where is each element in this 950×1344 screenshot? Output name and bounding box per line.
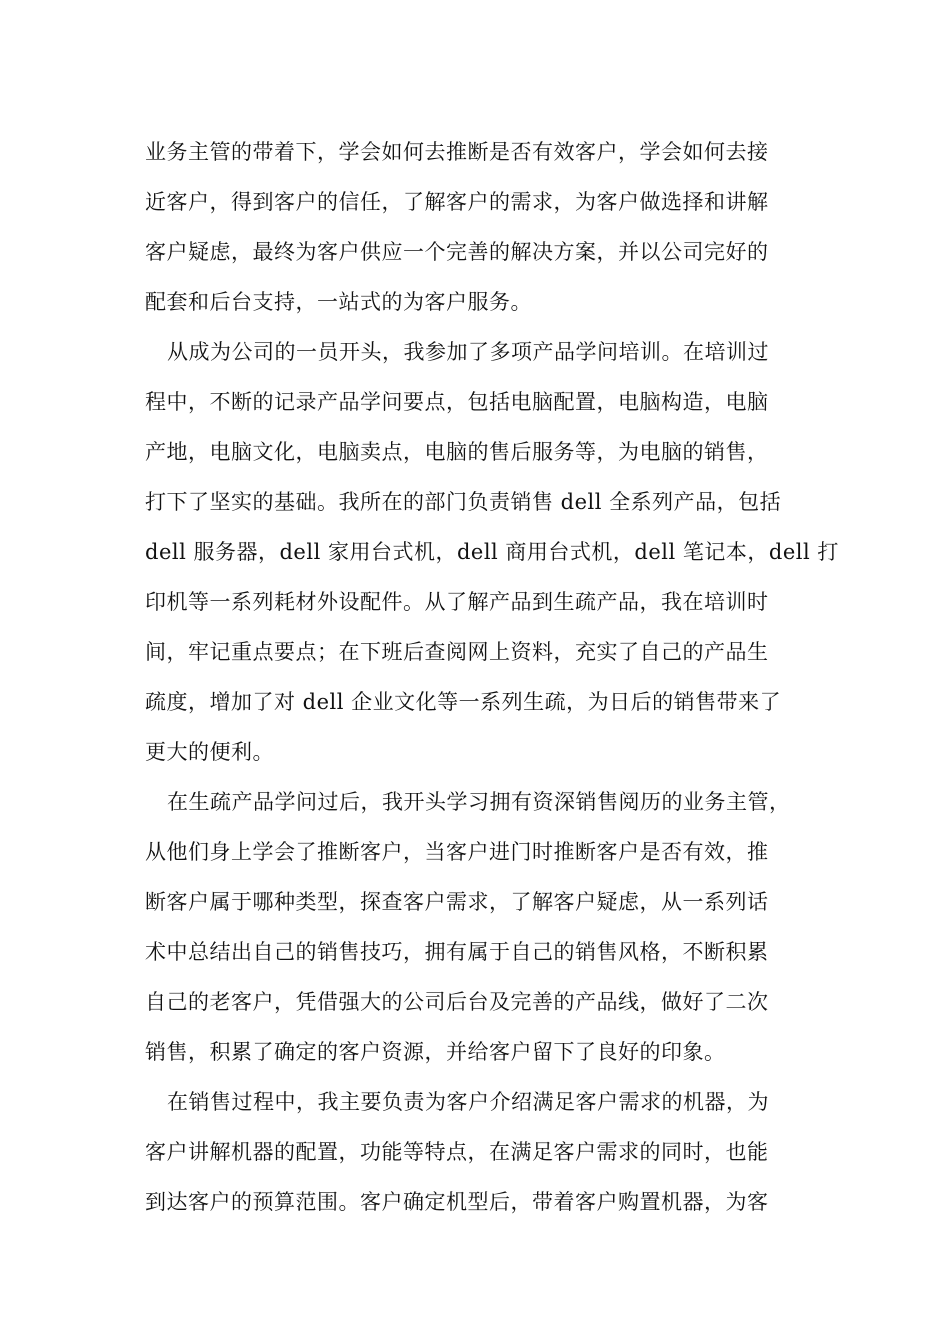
text-line: 术中总结出自己的销售技巧，拥有属于自己的销售风格，不断积累: [145, 940, 769, 964]
text-line: 断客户属于哪种类型，探查客户需求，了解客户疑虑，从一系列话: [145, 890, 769, 914]
text-line: 近客户，得到客户的信任，了解客户的需求，为客户做选择和讲解: [145, 190, 769, 214]
paragraph-first-line: 在生疏产品学问过后，我开头学习拥有资深销售阅历的业务主管，: [167, 790, 791, 814]
text-line: 产地，电脑文化，电脑卖点，电脑的售后服务等，为电脑的销售，: [145, 440, 769, 464]
text-line: 客户疑虑，最终为客户供应一个完善的解决方案，并以公司完好的: [145, 240, 769, 264]
text-line: 到达客户的预算范围。客户确定机型后，带着客户购置机器，为客: [145, 1190, 769, 1214]
paragraph-first-line: 在销售过程中，我主要负责为客户介绍满足客户需求的机器，为: [167, 1090, 769, 1114]
text-line: 间，牢记重点要点；在下班后查阅网上资料，充实了自己的产品生: [145, 640, 769, 664]
text-line: 从他们身上学会了推断客户，当客户进门时推断客户是否有效，推: [145, 840, 769, 864]
text-line: 业务主管的带着下，学会如何去推断是否有效客户，学会如何去接: [145, 140, 769, 164]
text-line: dell 服务器，dell 家用台式机，dell 商用台式机，dell 笔记本，dell 打: [145, 540, 839, 564]
text-line: 客户讲解机器的配置，功能等特点，在满足客户需求的同时，也能: [145, 1140, 769, 1164]
text-line: 更大的便利。: [145, 740, 274, 764]
text-line: 程中，不断的记录产品学问要点，包括电脑配置，电脑构造，电脑: [145, 390, 769, 414]
paragraph-first-line: 从成为公司的一员开头，我参加了多项产品学问培训。在培训过: [167, 340, 769, 364]
text-line: 打下了坚实的基础。我所在的部门负责销售 dell 全系列产品，包括: [145, 490, 782, 514]
text-line: 销售，积累了确定的客户资源，并给客户留下了良好的印象。: [145, 1040, 726, 1064]
text-line: 印机等一系列耗材外设配件。从了解产品到生疏产品，我在培训时: [145, 590, 769, 614]
text-line: 疏度，增加了对 dell 企业文化等一系列生疏，为日后的销售带来了: [145, 690, 782, 714]
text-line: 配套和后台支持，一站式的为客户服务。: [145, 290, 532, 314]
body-text: [145, 127, 839, 1227]
text-line: 自己的老客户，凭借强大的公司后台及完善的产品线，做好了二次: [145, 990, 769, 1014]
